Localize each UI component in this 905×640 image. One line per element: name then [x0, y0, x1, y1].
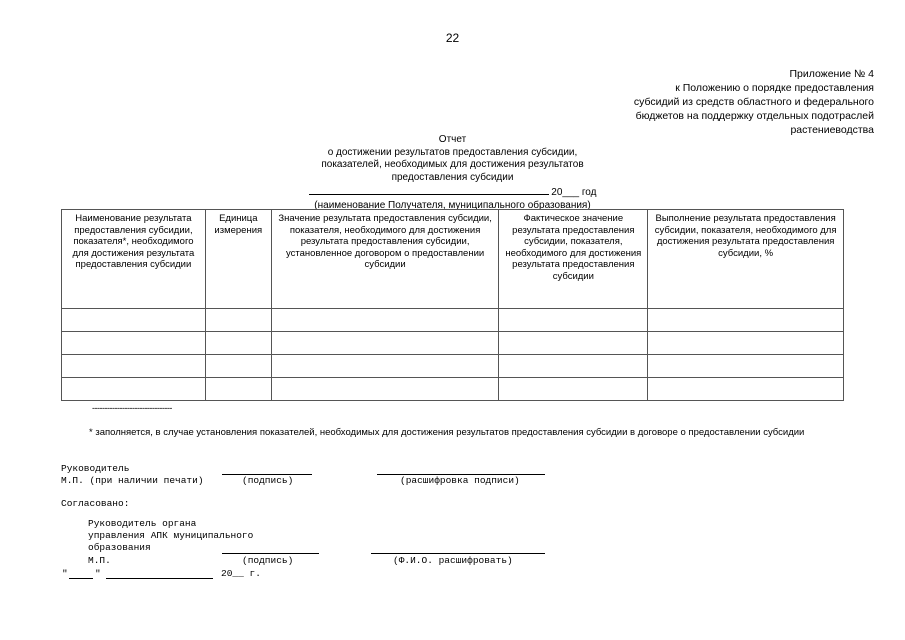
recipient-caption: (наименование Получателя, муниципального образования) — [314, 199, 591, 211]
table-row — [62, 355, 844, 378]
signature-caption: (подпись) — [242, 475, 294, 486]
table-cell[interactable] — [648, 378, 844, 401]
table-cell[interactable] — [271, 378, 499, 401]
appendix-header — [454, 67, 874, 137]
header-unit: Единица измерения — [205, 210, 271, 309]
report-title-line: показателей, необходимых для достижения результатов — [321, 159, 584, 170]
stamp-label: М.П. (при наличии печати) — [61, 475, 204, 486]
appendix-line: растениеводства — [790, 124, 874, 136]
appendix-line: субсидий из средств областного и федерального — [633, 96, 874, 108]
report-title-line: о достижении результатов предоставления субсидии, — [327, 146, 578, 158]
fio-caption: (Ф.И.О. расшифровать) — [393, 555, 513, 566]
footnote-separator: -------------------------------- — [92, 403, 172, 413]
table-cell[interactable] — [62, 378, 206, 401]
date-quote-open: " — [62, 568, 68, 579]
report-table — [61, 209, 844, 401]
appendix-line: к Положению о порядке предоставления — [675, 82, 874, 94]
fio-line — [371, 553, 545, 554]
footnote-body: * заполняется, в случае установления показателей, необходимых для достижения результатов предоставления субсидии в договоре о предоставлении субсидии — [89, 427, 805, 438]
appendix-line: бюджетов на поддержку отдельных подотраслей — [635, 110, 874, 122]
page-number: 22 — [445, 31, 460, 45]
signature-caption-2: (подпись) — [242, 555, 294, 566]
date-day-line — [69, 578, 93, 579]
report-year: 20___ год — [551, 187, 597, 198]
report-title — [0, 134, 905, 212]
date-year: 20__ г. — [221, 568, 261, 579]
table-cell[interactable] — [499, 355, 648, 378]
table-cell[interactable] — [205, 355, 271, 378]
organ-line: Руководитель органа — [88, 518, 197, 529]
signature-line-2 — [222, 553, 319, 554]
report-title-line: предоставления субсидии — [391, 171, 514, 183]
table-cell[interactable] — [205, 378, 271, 401]
table-cell[interactable] — [499, 309, 648, 332]
table-cell[interactable] — [648, 332, 844, 355]
table-row — [62, 378, 844, 401]
table-cell[interactable] — [62, 309, 206, 332]
table-row — [62, 332, 844, 355]
table-row — [62, 309, 844, 332]
header-planned-value: Значение результата предоставления субсидии, показателя, необходимого для достижения результата предоставления субсидии, установленное договором о предоставлении субсидии — [271, 210, 499, 309]
date-quote-close: " — [95, 568, 101, 579]
table-cell[interactable] — [499, 378, 648, 401]
table-cell[interactable] — [62, 355, 206, 378]
table-cell[interactable] — [648, 309, 844, 332]
mp-label: М.П. — [88, 555, 111, 566]
table-cell[interactable] — [205, 309, 271, 332]
table-cell[interactable] — [499, 332, 648, 355]
header-indicator-name: Наименование результата предоставления субсидии, показателя*, необходимого для достижения результата предоставления субсидии — [62, 210, 206, 309]
table-cell[interactable] — [271, 355, 499, 378]
table-cell[interactable] — [62, 332, 206, 355]
date-month-line — [106, 578, 213, 579]
head-label: Руководитель — [61, 463, 130, 474]
recipient-fill-line — [309, 184, 549, 195]
header-completion-percent: Выполнение результата предоставления субсидии, показателя, необходимого для достижения результата предоставления субсидии, % — [648, 210, 844, 309]
table-cell[interactable] — [205, 332, 271, 355]
organ-line: управления АПК муниципального — [88, 530, 254, 541]
table-header-row — [62, 210, 844, 309]
table-cell[interactable] — [271, 332, 499, 355]
report-year-line — [0, 184, 905, 200]
organ-line: образования — [88, 542, 151, 553]
agreed-label: Согласовано: — [61, 498, 130, 509]
appendix-line: Приложение № 4 — [789, 68, 874, 80]
table-cell[interactable] — [271, 309, 499, 332]
decode-caption: (расшифровка подписи) — [400, 475, 520, 486]
header-actual-value: Фактическое значение результата предоставления субсидии, показателя, необходимого для достижения результата предоставления субсидии — [499, 210, 648, 309]
table-cell[interactable] — [648, 355, 844, 378]
footnote-text — [61, 426, 876, 439]
report-title-line: Отчет — [438, 134, 467, 145]
